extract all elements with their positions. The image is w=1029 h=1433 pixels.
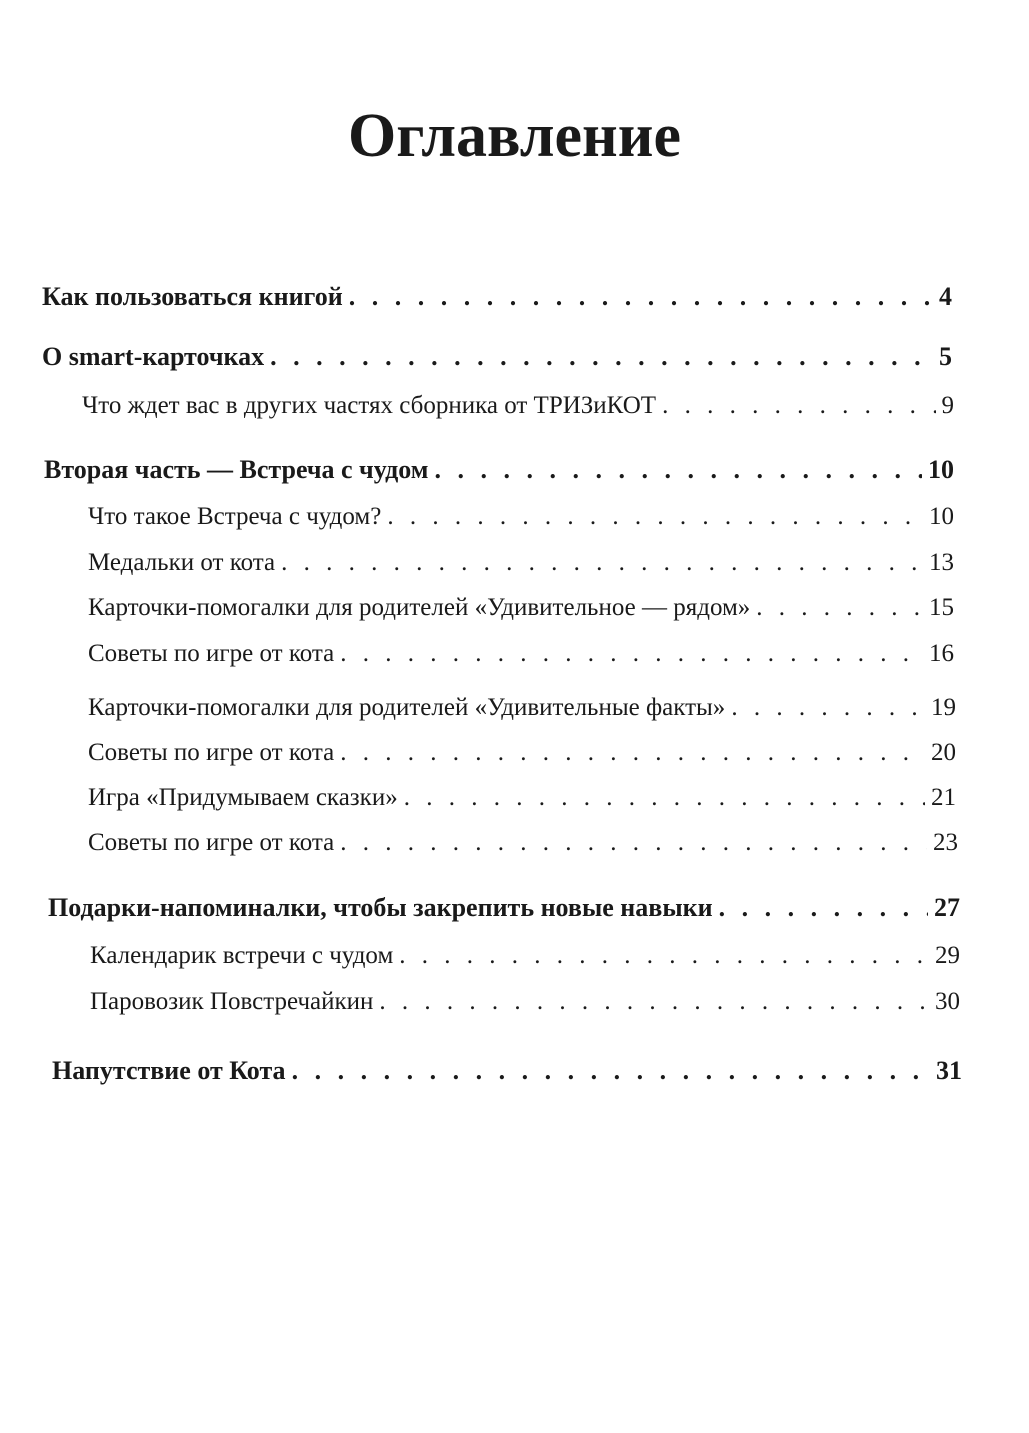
toc-leader-dots	[340, 640, 923, 668]
toc-entry-label: Медальки от кота	[88, 549, 276, 576]
toc-entry-label: Вторая часть — Встреча с чудом	[44, 455, 429, 484]
page-title: Оглавление	[348, 102, 681, 170]
toc-leader-dots	[281, 549, 923, 577]
toc-leader-dots	[379, 988, 929, 1016]
toc-entry-fairy-tales-game	[88, 784, 956, 812]
toc-entry-label: Что такое Встреча с чудом?	[88, 503, 382, 530]
toc-entry-medals	[88, 549, 954, 577]
toc-entry-page: 20	[931, 739, 956, 766]
toc-entry-label: Напутствие от Кота	[52, 1056, 286, 1085]
toc-leader-dots	[292, 1056, 930, 1086]
toc-leader-dots	[404, 784, 925, 812]
toc-leader-dots	[731, 694, 925, 722]
toc-entry-page: 16	[929, 640, 954, 667]
toc-entry-label: Как пользоваться книгой	[42, 282, 343, 311]
toc-leader-dots	[719, 893, 928, 923]
toc-entry-page: 15	[929, 594, 954, 621]
toc-entry-page: 23	[933, 829, 958, 856]
toc-entry-label: Карточки-помогалки для родителей «Удивительное — рядом»	[88, 594, 751, 621]
toc-leader-dots	[756, 594, 923, 622]
toc-entry-reminder-gifts	[48, 893, 960, 923]
toc-entry-helper-cards-wonder	[88, 594, 954, 622]
toc-leader-dots	[662, 392, 935, 420]
toc-entry-label: Советы по игре от кота	[88, 739, 335, 766]
toc-entry-label: Советы по игре от кота	[88, 829, 335, 856]
toc-leader-dots	[340, 739, 925, 767]
toc-entry-page: 29	[935, 942, 960, 969]
toc-entry-page: 21	[931, 784, 956, 811]
toc-entry-game-tips-3	[88, 829, 958, 857]
toc-entry-page: 31	[936, 1056, 962, 1085]
toc-entry-smart-cards	[42, 342, 952, 372]
toc-entry-calendar	[90, 942, 960, 970]
toc-entry-label: Что ждет вас в других частях сборника от ТРИЗиКОТ	[82, 392, 657, 419]
toc-entry-farewell	[52, 1056, 962, 1086]
toc-entry-game-tips-2	[88, 739, 956, 767]
toc-entry-what-is-meeting	[88, 503, 954, 531]
toc-entry-label: Советы по игре от кота	[88, 640, 335, 667]
toc-entry-game-tips-1	[88, 640, 954, 668]
toc-entry-page: 10	[928, 455, 954, 484]
toc-leader-dots	[387, 503, 923, 531]
toc-entry-page: 5	[939, 342, 952, 371]
toc-entry-helper-cards-facts	[88, 694, 956, 722]
toc-leader-dots	[399, 942, 929, 970]
toc-entry-label: Календарик встречи с чудом	[90, 942, 394, 969]
toc-leader-dots	[270, 342, 933, 372]
toc-entry-label: Паровозик Повстречайкин	[90, 988, 374, 1015]
toc-entry-part-two	[44, 455, 954, 485]
toc-entry-page: 27	[934, 893, 960, 922]
toc-leader-dots	[434, 455, 922, 485]
toc-entry-label: Карточки-помогалки для родителей «Удивительные факты»	[88, 694, 726, 721]
toc-entry-train	[90, 988, 960, 1016]
toc-entry-how-to-use	[42, 282, 952, 312]
toc-entry-label: О smart-карточках	[42, 342, 265, 371]
toc-entry-page: 30	[935, 988, 960, 1015]
toc-entry-page: 10	[929, 503, 954, 530]
toc-entry-page: 9	[941, 392, 954, 419]
toc-entry-page: 13	[929, 549, 954, 576]
toc-entry-page: 19	[931, 694, 956, 721]
toc-entry-label: Подарки-напоминалки, чтобы закрепить новые навыки	[48, 893, 713, 922]
toc-leader-dots	[349, 282, 933, 312]
toc-entry-page: 4	[939, 282, 952, 311]
toc-entry-label: Игра «Придумываем сказки»	[88, 784, 398, 811]
toc-entry-other-parts	[82, 392, 954, 420]
toc-leader-dots	[340, 829, 927, 857]
